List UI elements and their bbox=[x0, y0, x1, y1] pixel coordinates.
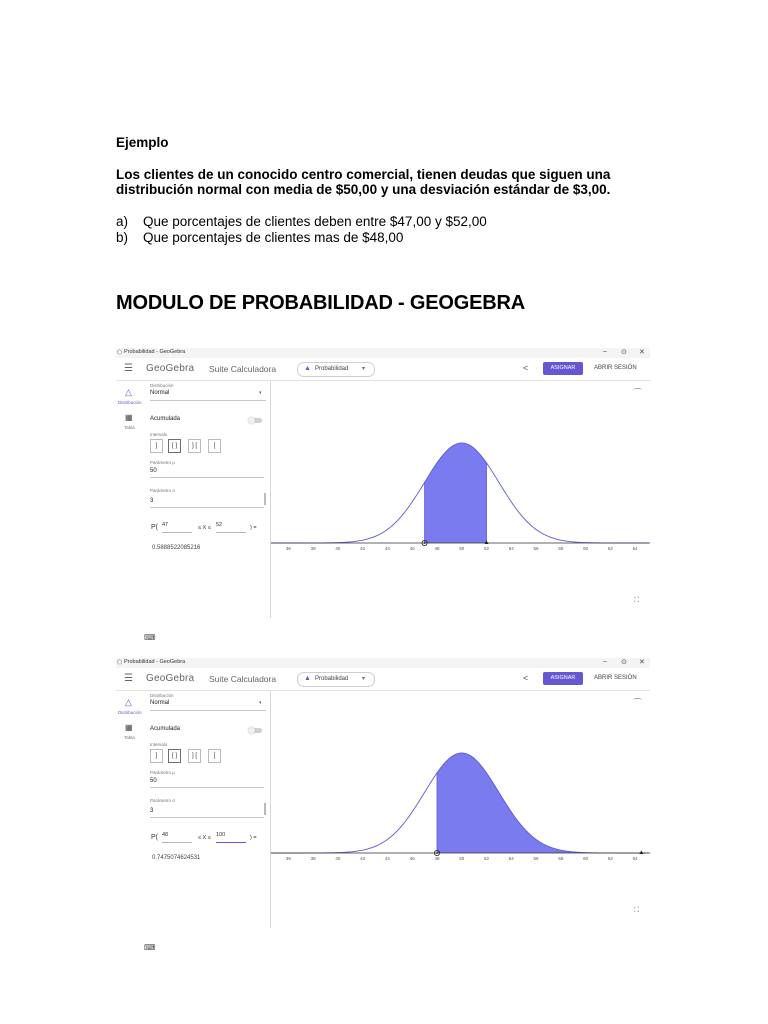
geogebra-brand: GeoGebra bbox=[146, 673, 195, 684]
geogebra-logo-icon: ⬠ bbox=[117, 660, 123, 666]
geogebra-brand: GeoGebra bbox=[146, 363, 195, 374]
maximize-button[interactable]: ⊙ bbox=[621, 659, 627, 666]
x-tick-label: 44 bbox=[384, 856, 390, 861]
interval-left-button[interactable]: ] bbox=[150, 749, 163, 763]
side-nav-table[interactable]: Tabla bbox=[124, 735, 135, 740]
distribution-panel bbox=[146, 381, 271, 618]
chevron-down-icon[interactable]: ▾ bbox=[259, 390, 262, 396]
sigma-label: Parámetro σ bbox=[150, 798, 176, 803]
suite-title: Suite Calculadora bbox=[209, 364, 277, 374]
x-tick-label: 54 bbox=[508, 546, 514, 551]
shaded-area bbox=[437, 753, 641, 853]
interval-right-button[interactable]: [ bbox=[208, 749, 221, 763]
close-button[interactable]: ✕ bbox=[639, 659, 645, 666]
geogebra-window-2 bbox=[116, 658, 650, 952]
upper-bound-handle[interactable] bbox=[639, 851, 643, 855]
share-icon[interactable]: < bbox=[523, 363, 529, 373]
fullscreen-icon[interactable]: ⛶ bbox=[634, 597, 639, 604]
app-selector-label: Probabilidad bbox=[315, 676, 349, 682]
maximize-button[interactable]: ⊙ bbox=[621, 349, 627, 356]
question-a bbox=[116, 214, 487, 229]
cumulative-toggle[interactable] bbox=[249, 728, 262, 733]
p-suffix: ) = bbox=[250, 835, 257, 841]
app-selector-label: Probabilidad bbox=[315, 366, 349, 372]
x-tick-label: 48 bbox=[434, 856, 440, 861]
upper-bound-input[interactable]: 100 bbox=[216, 832, 246, 843]
distribution-icon[interactable]: △ bbox=[125, 697, 132, 707]
intervals-label: Intervalo bbox=[150, 432, 168, 437]
distribution-panel bbox=[146, 691, 271, 928]
x-tick-label: 36 bbox=[285, 546, 291, 551]
divider bbox=[150, 710, 266, 711]
panel-scrollbar[interactable] bbox=[264, 803, 266, 815]
side-nav-distribution[interactable]: Distribución bbox=[118, 710, 142, 715]
graph-style-icon[interactable]: ⌒ bbox=[633, 698, 643, 708]
app-selector[interactable] bbox=[297, 672, 375, 687]
x-tick-label: 62 bbox=[607, 546, 613, 551]
question-a-mark: a) bbox=[116, 214, 129, 229]
p-prefix: P( bbox=[151, 834, 158, 841]
sigma-underline bbox=[150, 507, 264, 508]
graphics-view[interactable] bbox=[271, 381, 650, 618]
interval-two-tailed-button[interactable]: ] [ bbox=[188, 749, 201, 763]
distribution-plot bbox=[271, 381, 650, 618]
x-tick-label: 44 bbox=[384, 546, 390, 551]
x-tick-label: 60 bbox=[583, 856, 589, 861]
window-title: Probabilidad - GeoGebra bbox=[124, 349, 186, 355]
chevron-down-icon: ▾ bbox=[362, 676, 366, 682]
shaded-area bbox=[425, 443, 487, 543]
x-tick-label: 50 bbox=[459, 856, 465, 861]
app-selector[interactable] bbox=[297, 362, 375, 377]
menu-icon[interactable]: ☰ bbox=[124, 673, 133, 684]
sigma-field[interactable]: 3 bbox=[150, 498, 154, 504]
mu-field[interactable]: 50 bbox=[150, 468, 157, 474]
x-tick-label: 52 bbox=[484, 546, 490, 551]
distribution-icon[interactable]: △ bbox=[125, 387, 132, 397]
lower-bound-input[interactable]: 48 bbox=[162, 832, 192, 843]
x-tick-label: 56 bbox=[533, 546, 539, 551]
p-middle: ≤ X ≤ bbox=[198, 525, 211, 531]
x-tick-label: 56 bbox=[533, 856, 539, 861]
graph-style-icon[interactable]: ⌒ bbox=[633, 388, 643, 398]
x-tick-label: 64 bbox=[632, 856, 638, 861]
table-icon[interactable]: ▦ bbox=[125, 413, 133, 422]
keyboard-icon[interactable]: ⌨ bbox=[144, 943, 156, 952]
x-tick-label: 36 bbox=[285, 856, 291, 861]
mu-underline bbox=[150, 787, 264, 788]
close-button[interactable]: ✕ bbox=[639, 349, 645, 356]
distribution-select[interactable]: Normal bbox=[150, 390, 170, 396]
x-tick-label: 40 bbox=[335, 546, 341, 551]
interval-between-button[interactable]: [ ] bbox=[168, 439, 181, 453]
x-tick-label: 64 bbox=[632, 546, 638, 551]
x-tick-label: 38 bbox=[310, 856, 316, 861]
p-middle: ≤ X ≤ bbox=[198, 835, 211, 841]
x-tick-label: 40 bbox=[335, 856, 341, 861]
lower-bound-input[interactable]: 47 bbox=[162, 522, 192, 533]
p-prefix: P( bbox=[151, 524, 158, 531]
x-tick-label: 60 bbox=[583, 546, 589, 551]
app-header bbox=[116, 358, 650, 381]
x-tick-label: 48 bbox=[434, 546, 440, 551]
x-tick-label: 42 bbox=[360, 546, 366, 551]
interval-two-tailed-button[interactable]: ] [ bbox=[188, 439, 201, 453]
interval-right-button[interactable]: [ bbox=[208, 439, 221, 453]
x-tick-label: 38 bbox=[310, 546, 316, 551]
question-b-text: Que porcentajes de clientes mas de $48,00 bbox=[143, 230, 404, 245]
cumulative-toggle[interactable] bbox=[249, 418, 262, 423]
module-heading: MODULO DE PROBABILIDAD - GEOGEBRA bbox=[116, 292, 525, 314]
intervals-label: Intervalo bbox=[150, 742, 168, 747]
assign-button[interactable]: ASIGNAR bbox=[543, 362, 583, 375]
question-a-text: Que porcentajes de clientes deben entre $47,00 y $52,00 bbox=[143, 214, 487, 229]
x-tick-label: 58 bbox=[558, 546, 564, 551]
probability-result: 0.7475074624531 bbox=[152, 855, 201, 861]
interval-left-button[interactable]: ] bbox=[150, 439, 163, 453]
cumulative-label: Acumulada bbox=[150, 416, 181, 422]
x-tick-label: 54 bbox=[508, 856, 514, 861]
side-nav-distribution[interactable]: Distribución bbox=[118, 400, 142, 405]
x-tick-label: 50 bbox=[459, 546, 465, 551]
share-icon[interactable]: < bbox=[523, 673, 529, 683]
login-link[interactable]: ABRIR SESIÓN bbox=[594, 675, 637, 681]
x-tick-label: 58 bbox=[558, 856, 564, 861]
x-tick-label: 52 bbox=[484, 856, 490, 861]
distribution-label: Distribución bbox=[150, 693, 174, 698]
table-icon[interactable]: ▦ bbox=[125, 723, 133, 732]
geogebra-logo-icon: ⬠ bbox=[117, 350, 123, 356]
mu-field[interactable]: 50 bbox=[150, 778, 157, 784]
chevron-down-icon[interactable]: ▾ bbox=[259, 700, 262, 706]
mu-label: Parámetro μ bbox=[150, 460, 175, 465]
minimize-button[interactable]: – bbox=[603, 658, 607, 665]
side-nav-table[interactable]: Tabla bbox=[124, 425, 135, 430]
sigma-underline bbox=[150, 817, 264, 818]
question-b-mark: b) bbox=[116, 230, 129, 245]
assign-button[interactable]: ASIGNAR bbox=[543, 672, 583, 685]
question-b bbox=[116, 230, 403, 245]
p-suffix: ) = bbox=[250, 525, 257, 531]
upper-bound-input[interactable]: 52 bbox=[216, 522, 246, 533]
minimize-button[interactable]: – bbox=[603, 348, 607, 355]
menu-icon[interactable]: ☰ bbox=[124, 363, 133, 374]
x-tick-label: 42 bbox=[360, 856, 366, 861]
x-tick-label: 62 bbox=[607, 856, 613, 861]
mu-label: Parámetro μ bbox=[150, 770, 175, 775]
sigma-label: Parámetro σ bbox=[150, 488, 176, 493]
x-tick-label: 46 bbox=[409, 856, 415, 861]
probability-icon: ▲ bbox=[304, 675, 311, 682]
sigma-field[interactable]: 3 bbox=[150, 808, 154, 814]
distribution-plot bbox=[271, 691, 650, 928]
problem-statement: Los clientes de un conocido centro comercial, tienen deudas que siguen una distribución normal con media de $50,00 y una desviación estándar de $3,00. bbox=[116, 167, 611, 197]
window-title: Probabilidad - GeoGebra bbox=[124, 659, 186, 665]
cumulative-label: Acumulada bbox=[150, 726, 181, 732]
lower-bound-handle-dot bbox=[436, 852, 438, 854]
example-title: Ejemplo bbox=[116, 135, 169, 150]
graphics-view[interactable] bbox=[271, 691, 650, 928]
keyboard-icon[interactable]: ⌨ bbox=[144, 633, 156, 642]
probability-icon: ▲ bbox=[304, 365, 311, 372]
probability-result: 0.5888522085216 bbox=[152, 545, 201, 551]
panel-scrollbar[interactable] bbox=[264, 493, 266, 505]
app-header bbox=[116, 668, 650, 691]
fullscreen-icon[interactable]: ⛶ bbox=[634, 907, 639, 914]
divider bbox=[150, 400, 266, 401]
mu-underline bbox=[150, 477, 264, 478]
distribution-select[interactable]: Normal bbox=[150, 700, 170, 706]
geogebra-window-1 bbox=[116, 348, 650, 642]
lower-bound-handle-dot bbox=[424, 542, 426, 544]
distribution-label: Distribución bbox=[150, 383, 174, 388]
interval-between-button[interactable]: [ ] bbox=[168, 749, 181, 763]
login-link[interactable]: ABRIR SESIÓN bbox=[594, 365, 637, 371]
chevron-down-icon: ▾ bbox=[362, 366, 366, 372]
x-tick-label: 46 bbox=[409, 546, 415, 551]
suite-title: Suite Calculadora bbox=[209, 674, 277, 684]
